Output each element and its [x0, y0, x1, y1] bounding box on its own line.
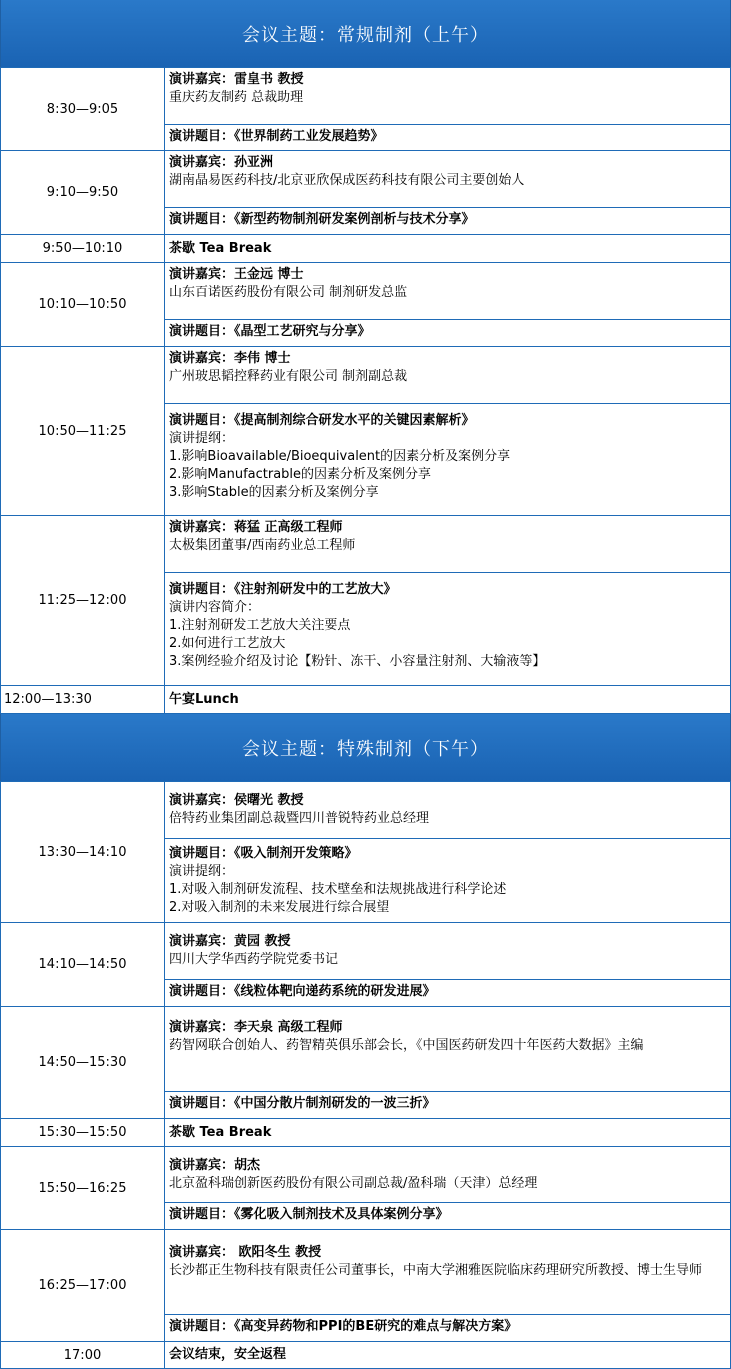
topic-label: 演讲题目：: [169, 129, 235, 144]
speaker-cell: [165, 263, 730, 319]
speaker-name: 欧阳冬生 教授: [234, 1245, 322, 1260]
outline-label: 演讲提纲：: [169, 431, 235, 446]
topic-cell: [165, 403, 730, 515]
topic-cell: [165, 1202, 730, 1229]
topic-label: 演讲题目：: [169, 1096, 235, 1111]
topic-cell: [165, 207, 730, 234]
speaker-cell: [165, 1230, 730, 1314]
speaker-cell: [165, 68, 730, 124]
time-cell: 10:10—10:50: [1, 263, 165, 347]
outline-label: 演讲提纲：: [169, 864, 235, 879]
topic-title: 《高变异药物和PPI的BE研究的难点与解决方案》: [234, 1319, 518, 1334]
table-row: [1, 68, 731, 151]
time-cell: 14:10—14:50: [1, 923, 165, 1007]
speaker-label: 演讲嘉宾：: [169, 351, 235, 366]
speaker-name: 王金远 博士: [234, 267, 304, 282]
speaker-label: 演讲嘉宾：: [169, 520, 235, 535]
table-row: [1, 1007, 731, 1119]
speaker-name: 李伟 博士: [234, 351, 291, 366]
topic-cell: [165, 572, 730, 685]
break-label: 会议结束，安全返程: [169, 1347, 287, 1362]
speaker-affiliation: 湖南晶易医药科技/北京亚欣保成医药科技有限公司主要创始人: [169, 173, 525, 188]
section-header-afternoon: [0, 714, 731, 781]
speaker-affiliation: 药智网联合创始人、药智精英俱乐部会长，《中国医药研发四十年医药大数据》主编: [169, 1038, 644, 1053]
speaker-name: 胡杰: [234, 1158, 261, 1173]
table-row: [1, 235, 731, 263]
table-row: [1, 1230, 731, 1342]
section-title: 会议主题：特殊制剂（下午）: [242, 738, 489, 760]
table-row: [1, 1147, 731, 1230]
speaker-label: 演讲嘉宾：: [169, 793, 235, 808]
speaker-cell: [165, 782, 730, 838]
table-row: [1, 151, 731, 235]
topic-title: 《中国分散片制剂研发的一波三折》: [234, 1096, 436, 1111]
topic-label: 演讲题目：: [169, 984, 235, 999]
speaker-affiliation: 倍特药业集团副总裁暨四川普锐特药业总经理: [169, 811, 430, 826]
speaker-affiliation: 山东百诺医药股份有限公司 制剂研发总监: [169, 285, 408, 300]
topic-title: 《世界制药工业发展趋势》: [234, 129, 384, 144]
break-label: 午宴Lunch: [169, 691, 239, 707]
outline-item: 2.如何进行工艺放大: [169, 636, 286, 651]
outline-item: 1.影响Bioavailable/Bioequivalent的因素分析及案例分享: [169, 449, 511, 464]
outline-item: 3.影响Stable的因素分析及案例分享: [169, 485, 379, 500]
time-cell: 15:30—15:50: [1, 1119, 165, 1147]
topic-label: 演讲题目：: [169, 324, 235, 339]
outline-item: 1.对吸入制剂研发流程、技术壁垒和法规挑战进行科学论述: [169, 882, 507, 897]
table-row: [1, 686, 731, 714]
topic-label: 演讲题目：: [169, 846, 235, 861]
speaker-cell: [165, 923, 730, 979]
table-row: [1, 347, 731, 516]
table-row: [1, 782, 731, 923]
topic-cell: [165, 838, 730, 922]
speaker-name: 蒋猛 正高级工程师: [234, 520, 343, 535]
table-row: [1, 1342, 731, 1369]
speaker-label: 演讲嘉宾：: [169, 155, 235, 170]
time-cell: 13:30—14:10: [1, 782, 165, 923]
speaker-label: 演讲嘉宾：: [169, 267, 235, 282]
speaker-affiliation: 广州玻思韬控释药业有限公司 制剂副总裁: [169, 369, 408, 384]
speaker-name: 黄园 教授: [234, 934, 291, 949]
outline-item: 3.案例经验介绍及讨论【粉针、冻干、小容量注射剂、大输液等】: [169, 654, 546, 669]
time-cell: 12:00—13:30: [1, 686, 165, 714]
topic-label: 演讲题目：: [169, 582, 235, 597]
topic-cell: [165, 124, 730, 150]
time-cell: 15:50—16:25: [1, 1147, 165, 1230]
topic-cell: [165, 319, 730, 346]
break-label: 茶歇 Tea Break: [169, 240, 272, 256]
time-cell: 11:25—12:00: [1, 516, 165, 686]
section-title: 会议主题：常规制剂（上午）: [242, 24, 489, 46]
topic-cell: [165, 979, 730, 1006]
time-cell: 14:50—15:30: [1, 1007, 165, 1119]
topic-title: 《晶型工艺研究与分享》: [234, 324, 371, 339]
time-cell: 9:50—10:10: [1, 235, 165, 263]
topic-cell: [165, 1314, 730, 1341]
time-cell: 8:30—9:05: [1, 68, 165, 151]
topic-title: 《注射剂研发中的工艺放大》: [234, 582, 397, 597]
speaker-name: 李天泉 高级工程师: [234, 1020, 343, 1035]
speaker-cell: [165, 347, 730, 403]
outline-item: 2.影响Manufactrable的因素分析及案例分享: [169, 467, 432, 482]
time-cell: 17:00: [1, 1342, 165, 1369]
speaker-affiliation: 太极集团董事/西南药业总工程师: [169, 538, 356, 553]
speaker-name: 孙亚洲: [234, 155, 274, 170]
speaker-label: 演讲嘉宾：: [169, 1245, 235, 1260]
outline-item: 1.注射剂研发工艺放大关注要点: [169, 618, 351, 633]
speaker-name: 侯曙光 教授: [234, 793, 304, 808]
speaker-label: 演讲嘉宾：: [169, 934, 235, 949]
topic-label: 演讲题目：: [169, 413, 235, 428]
time-cell: 10:50—11:25: [1, 347, 165, 516]
topic-title: 《提高制剂综合研发水平的关键因素解析》: [234, 413, 475, 428]
time-cell: 9:10—9:50: [1, 151, 165, 235]
topic-title: 《新型药物制剂研发案例剖析与技术分享》: [234, 212, 475, 227]
speaker-cell: [165, 1147, 730, 1202]
agenda-table-afternoon: [0, 781, 731, 1369]
speaker-cell: [165, 151, 730, 207]
table-row: [1, 516, 731, 686]
outline-item: 2.对吸入制剂的未来发展进行综合展望: [169, 900, 390, 915]
outline-label: 演讲内容简介：: [169, 600, 261, 615]
topic-cell: [165, 1091, 730, 1118]
speaker-label: 演讲嘉宾：: [169, 1158, 235, 1173]
speaker-affiliation: 长沙都正生物科技有限责任公司董事长，中南大学湘雅医院临床药理研究所教授、博士生导师: [169, 1263, 703, 1278]
speaker-affiliation: 北京盈科瑞创新医药股份有限公司副总裁/盈科瑞（天津）总经理: [169, 1176, 538, 1191]
speaker-label: 演讲嘉宾：: [169, 72, 235, 87]
topic-label: 演讲题目：: [169, 1207, 235, 1222]
topic-label: 演讲题目：: [169, 1319, 235, 1334]
table-row: [1, 923, 731, 1007]
topic-title: 《雾化吸入制剂技术及具体案例分享》: [234, 1207, 449, 1222]
agenda-table-morning: [0, 67, 731, 714]
speaker-cell: [165, 516, 730, 572]
speaker-label: 演讲嘉宾：: [169, 1020, 235, 1035]
topic-title: 《线粒体靶向递药系统的研发进展》: [234, 984, 436, 999]
break-label: 茶歇 Tea Break: [169, 1124, 272, 1140]
table-row: [1, 263, 731, 347]
table-row: [1, 1119, 731, 1147]
topic-label: 演讲题目：: [169, 212, 235, 227]
speaker-name: 雷皇书 教授: [234, 72, 304, 87]
speaker-affiliation: 四川大学华西药学院党委书记: [169, 952, 339, 967]
time-cell: 16:25—17:00: [1, 1230, 165, 1342]
section-header-morning: [0, 0, 731, 67]
speaker-affiliation: 重庆药友制药 总裁助理: [169, 90, 304, 105]
speaker-cell: [165, 1007, 730, 1091]
topic-title: 《吸入制剂开发策略》: [234, 846, 358, 861]
